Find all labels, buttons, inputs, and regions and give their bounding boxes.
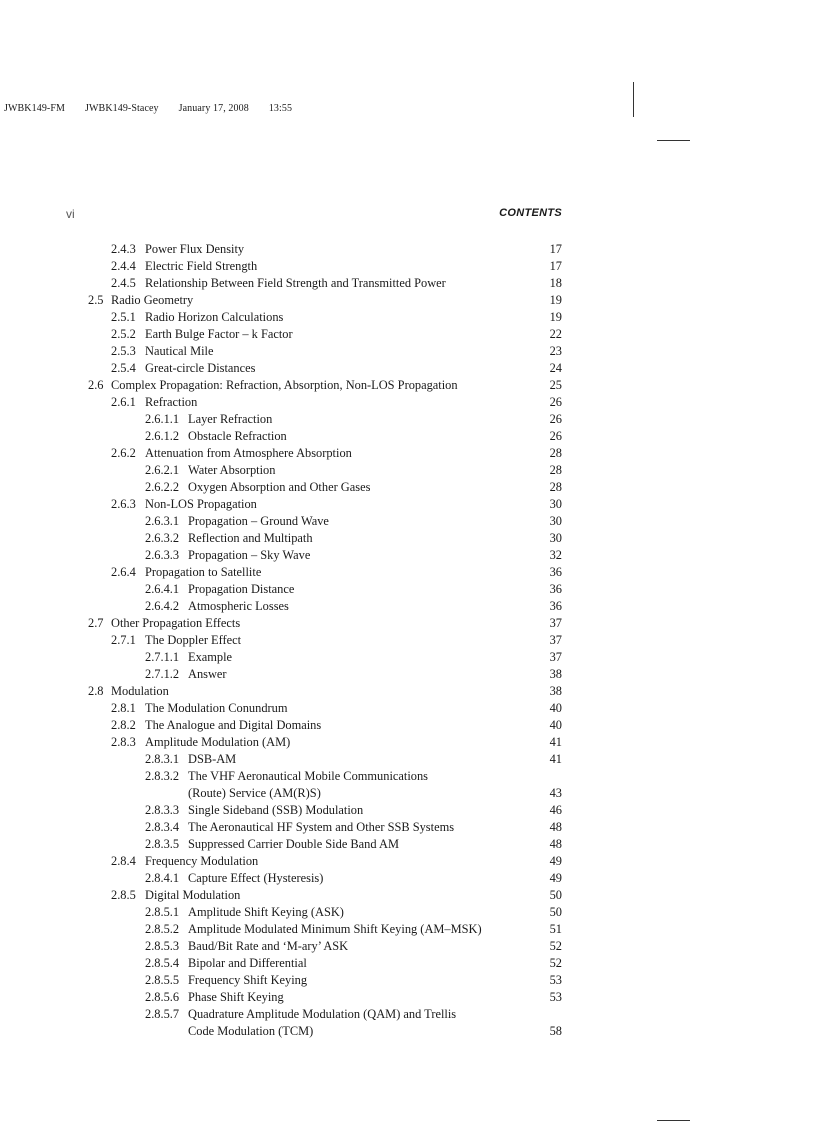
toc-entry-number: 2.8.5.1 xyxy=(145,905,180,919)
toc-entry xyxy=(0,292,816,309)
toc-entry-page: 38 xyxy=(549,667,562,681)
toc-entry-number: 2.8.3.1 xyxy=(145,752,180,766)
toc-entry-title: Other Propagation Effects xyxy=(111,616,241,630)
toc-entry-number: 2.8.4.1 xyxy=(145,871,180,885)
crop-mark-top xyxy=(657,140,690,141)
toc-entry-page: 36 xyxy=(549,582,562,596)
toc-entry-title: Frequency Shift Keying xyxy=(188,973,308,987)
toc-entry xyxy=(0,445,816,462)
toc-entry xyxy=(0,275,816,292)
toc-entry xyxy=(0,394,816,411)
toc-entry-number: 2.8.3.3 xyxy=(145,803,180,817)
toc-entry-page: 40 xyxy=(549,701,562,715)
toc-entry xyxy=(0,683,816,700)
toc-entry-title: DSB-AM xyxy=(188,752,237,766)
toc-entry-title: Complex Propagation: Refraction, Absorption, Non-LOS Propagation xyxy=(111,378,458,392)
toc-entry-title: Electric Field Strength xyxy=(145,259,258,273)
toc-entry-number: 2.5.1 xyxy=(111,310,136,324)
toc-entry-number: 2.6.1 xyxy=(111,395,136,409)
toc-entry xyxy=(0,785,816,802)
toc-entry-title: Phase Shift Keying xyxy=(188,990,284,1004)
toc-entry xyxy=(0,649,816,666)
toc-entry-title: Baud/Bit Rate and ‘M-ary’ ASK xyxy=(188,939,349,953)
toc-entry-page: 30 xyxy=(549,531,562,545)
toc-entry-number: 2.6.4 xyxy=(111,565,136,579)
toc-entry-title: Frequency Modulation xyxy=(145,854,259,868)
toc-entry xyxy=(0,581,816,598)
toc-entry-number: 2.4.4 xyxy=(111,259,136,273)
toc-entry-title: Power Flux Density xyxy=(145,242,245,256)
toc-entry xyxy=(0,1023,816,1040)
toc-entry-number: 2.8.5.3 xyxy=(145,939,180,953)
toc-entry-number: 2.8.3.5 xyxy=(145,837,180,851)
toc-entry-number: 2.6.1.1 xyxy=(145,412,180,426)
toc-entry-title: Water Absorption xyxy=(188,463,276,477)
toc-entry-page: 24 xyxy=(549,361,562,375)
toc-entry-page: 43 xyxy=(549,786,562,800)
toc-entry-title: Suppressed Carrier Double Side Band AM xyxy=(188,837,399,851)
toc-entry-number: 2.5.4 xyxy=(111,361,136,375)
toc-entry xyxy=(0,836,816,853)
toc-entry-page: 18 xyxy=(549,276,562,290)
toc-entry-page: 53 xyxy=(549,990,562,1004)
toc-entry-number: 2.6.3.1 xyxy=(145,514,180,528)
toc-entry-title: Atmospheric Losses xyxy=(188,599,289,613)
toc-entry-number: 2.5.3 xyxy=(111,344,136,358)
toc-entry-title: Quadrature Amplitude Modulation (QAM) and Trellis xyxy=(188,1007,457,1021)
toc-entry xyxy=(0,717,816,734)
toc-entry xyxy=(0,496,816,513)
crop-mark-vertical xyxy=(633,82,634,117)
toc-entry-title: Example xyxy=(188,650,233,664)
toc-entry xyxy=(0,343,816,360)
toc-entry-page: 32 xyxy=(549,548,562,562)
toc-entry-title: Layer Refraction xyxy=(188,412,273,426)
toc-entry-title: The Analogue and Digital Domains xyxy=(145,718,322,732)
toc-entry-page: 37 xyxy=(549,633,562,647)
toc-entry-page: 25 xyxy=(549,378,562,392)
toc-entry-number: 2.8.2 xyxy=(111,718,136,732)
toc-entry-number: 2.6.4.2 xyxy=(145,599,180,613)
toc-entry xyxy=(0,955,816,972)
toc-entry xyxy=(0,479,816,496)
toc-entry xyxy=(0,428,816,445)
toc-entry-number: 2.8.5.2 xyxy=(145,922,180,936)
toc-entry-number: 2.7.1.2 xyxy=(145,667,180,681)
toc-entry-page: 49 xyxy=(549,854,562,868)
toc-entry-number: 2.8.1 xyxy=(111,701,136,715)
toc-entry xyxy=(0,870,816,887)
toc-entry-page: 38 xyxy=(549,684,562,698)
toc-entry xyxy=(0,258,816,275)
toc-entry-number: 2.6.3 xyxy=(111,497,136,511)
toc-entry-number: 2.6.2 xyxy=(111,446,136,460)
toc-entry-title: Earth Bulge Factor – k Factor xyxy=(145,327,293,341)
toc-entry-title: Radio Geometry xyxy=(111,293,194,307)
toc-entry-page: 36 xyxy=(549,599,562,613)
toc-entry-title: The Aeronautical HF System and Other SSB Systems xyxy=(188,820,455,834)
toc-entry-title: Propagation Distance xyxy=(188,582,295,596)
toc-entry xyxy=(0,615,816,632)
toc-entry-title: Radio Horizon Calculations xyxy=(145,310,284,324)
toc-entry-title: Relationship Between Field Strength and Transmitted Power xyxy=(145,276,446,290)
toc-entry-page: 28 xyxy=(549,446,562,460)
toc-entry-title: Obstacle Refraction xyxy=(188,429,287,443)
toc-entry-number: 2.8.5.6 xyxy=(145,990,180,1004)
toc-entry-number: 2.6.4.1 xyxy=(145,582,180,596)
toc-entry-page: 46 xyxy=(549,803,562,817)
toc-entry xyxy=(0,853,816,870)
toc-entry xyxy=(0,241,816,258)
toc-entry xyxy=(0,921,816,938)
toc-entry-number: 2.6.2.2 xyxy=(145,480,180,494)
toc-entry-page: 23 xyxy=(549,344,562,358)
toc-entry xyxy=(0,887,816,904)
toc-entry-number: 2.6.3.3 xyxy=(145,548,180,562)
toc-entry-number: 2.7 xyxy=(88,616,104,630)
toc-entry xyxy=(0,751,816,768)
toc-entry xyxy=(0,547,816,564)
toc-entry-page: 22 xyxy=(549,327,562,341)
toc-entry-page: 30 xyxy=(549,497,562,511)
toc-entry-number: 2.7.1.1 xyxy=(145,650,180,664)
toc-entry-page: 28 xyxy=(549,463,562,477)
toc-entry-title: Non-LOS Propagation xyxy=(145,497,257,511)
page-number: vi xyxy=(66,207,75,221)
print-slug-line xyxy=(4,103,312,114)
toc-entry xyxy=(0,972,816,989)
toc-entry-number: 2.8.4 xyxy=(111,854,136,868)
toc-entry xyxy=(0,989,816,1006)
toc-entry-number: 2.6 xyxy=(88,378,104,392)
toc-entry-number: 2.6.3.2 xyxy=(145,531,180,545)
toc-entry-page: 52 xyxy=(549,939,562,953)
toc-entry-title: (Route) Service (AM(R)S) xyxy=(188,786,321,800)
toc-entry-number: 2.4.3 xyxy=(111,242,136,256)
toc-entry-number: 2.7.1 xyxy=(111,633,136,647)
toc-entry xyxy=(0,1006,816,1023)
toc-entry-page: 19 xyxy=(549,310,562,324)
toc-entry-title: Propagation – Ground Wave xyxy=(188,514,329,528)
toc-entry-number: 2.5.2 xyxy=(111,327,136,341)
toc-entry-page: 26 xyxy=(549,429,562,443)
toc-entry xyxy=(0,666,816,683)
toc-entry-title: Reflection and Multipath xyxy=(188,531,313,545)
toc-entry-page: 37 xyxy=(549,650,562,664)
toc-entry xyxy=(0,700,816,717)
running-head: CONTENTS xyxy=(499,207,562,219)
slug-left-code: JWBK149-FM xyxy=(4,103,66,114)
toc-entry-title: Amplitude Modulation (AM) xyxy=(145,735,291,749)
toc-entry-number: 2.8.3 xyxy=(111,735,136,749)
toc-entry-page: 41 xyxy=(549,735,562,749)
crop-mark-bottom xyxy=(657,1120,690,1121)
toc-entry-page: 19 xyxy=(549,293,562,307)
toc-entry-title: Digital Modulation xyxy=(145,888,241,902)
toc-entry-page: 17 xyxy=(549,242,562,256)
toc-entry xyxy=(0,819,816,836)
toc-entry xyxy=(0,768,816,785)
toc-entry xyxy=(0,309,816,326)
toc-entry-title: The Doppler Effect xyxy=(145,633,242,647)
toc-entry-title: The VHF Aeronautical Mobile Communications xyxy=(188,769,428,783)
toc-entry-page: 36 xyxy=(549,565,562,579)
toc-entry xyxy=(0,938,816,955)
toc-entry xyxy=(0,326,816,343)
toc-entry-number: 2.8.5 xyxy=(111,888,136,902)
toc-entry-number: 2.5 xyxy=(88,293,104,307)
toc-entry xyxy=(0,564,816,581)
toc-entry xyxy=(0,377,816,394)
toc-entry xyxy=(0,802,816,819)
toc-entry-page: 52 xyxy=(549,956,562,970)
toc-entry-page: 17 xyxy=(549,259,562,273)
toc-entry-title: Propagation to Satellite xyxy=(145,565,262,579)
toc-entry-page: 26 xyxy=(549,412,562,426)
toc-entry-page: 53 xyxy=(549,973,562,987)
toc-entry xyxy=(0,598,816,615)
toc-entry-title: Capture Effect (Hysteresis) xyxy=(188,871,324,885)
toc-entry xyxy=(0,632,816,649)
toc-entry xyxy=(0,411,816,428)
toc-entry-title: Bipolar and Differential xyxy=(188,956,307,970)
toc-entry-title: Great-circle Distances xyxy=(145,361,256,375)
slug-date: January 17, 2008 xyxy=(178,103,249,114)
toc-entry-title: Propagation – Sky Wave xyxy=(188,548,311,562)
table-of-contents xyxy=(0,241,816,1040)
toc-entry-page: 49 xyxy=(549,871,562,885)
toc-entry xyxy=(0,530,816,547)
toc-entry-title: Single Sideband (SSB) Modulation xyxy=(188,803,364,817)
toc-entry-title: The Modulation Conundrum xyxy=(145,701,288,715)
toc-entry-title: Modulation xyxy=(111,684,169,698)
toc-entry-number: 2.8.3.2 xyxy=(145,769,180,783)
toc-entry xyxy=(0,513,816,530)
toc-entry-title: Nautical Mile xyxy=(145,344,214,358)
toc-entry-title: Amplitude Modulated Minimum Shift Keying (AM–MSK) xyxy=(188,922,482,936)
toc-entry-number: 2.8.3.4 xyxy=(145,820,180,834)
toc-entry-number: 2.6.2.1 xyxy=(145,463,180,477)
toc-entry-number: 2.8.5.5 xyxy=(145,973,180,987)
toc-entry-number: 2.6.1.2 xyxy=(145,429,180,443)
toc-entry-page: 28 xyxy=(549,480,562,494)
toc-entry-number: 2.8.5.4 xyxy=(145,956,180,970)
toc-entry-title: Code Modulation (TCM) xyxy=(188,1024,314,1038)
toc-entry xyxy=(0,904,816,921)
toc-entry-title: Amplitude Shift Keying (ASK) xyxy=(188,905,344,919)
toc-entry xyxy=(0,462,816,479)
toc-entry-title: Attenuation from Atmosphere Absorption xyxy=(145,446,352,460)
toc-entry-page: 40 xyxy=(549,718,562,732)
toc-entry-page: 51 xyxy=(549,922,562,936)
toc-entry-page: 41 xyxy=(549,752,562,766)
toc-entry xyxy=(0,734,816,751)
toc-entry-page: 48 xyxy=(549,837,562,851)
slug-book-code: JWBK149-Stacey xyxy=(85,103,159,114)
toc-entry xyxy=(0,360,816,377)
slug-time: 13:55 xyxy=(268,103,293,114)
toc-entry-title: Oxygen Absorption and Other Gases xyxy=(188,480,371,494)
toc-entry-page: 50 xyxy=(549,905,562,919)
toc-entry-page: 58 xyxy=(549,1024,562,1038)
toc-entry-page: 48 xyxy=(549,820,562,834)
toc-entry-title: Answer xyxy=(188,667,227,681)
toc-entry-page: 30 xyxy=(549,514,562,528)
toc-entry-title: Refraction xyxy=(145,395,198,409)
toc-entry-number: 2.4.5 xyxy=(111,276,136,290)
toc-entry-page: 37 xyxy=(549,616,562,630)
toc-entry-page: 26 xyxy=(549,395,562,409)
toc-entry-page: 50 xyxy=(549,888,562,902)
toc-entry-number: 2.8 xyxy=(88,684,104,698)
toc-entry-number: 2.8.5.7 xyxy=(145,1007,180,1021)
